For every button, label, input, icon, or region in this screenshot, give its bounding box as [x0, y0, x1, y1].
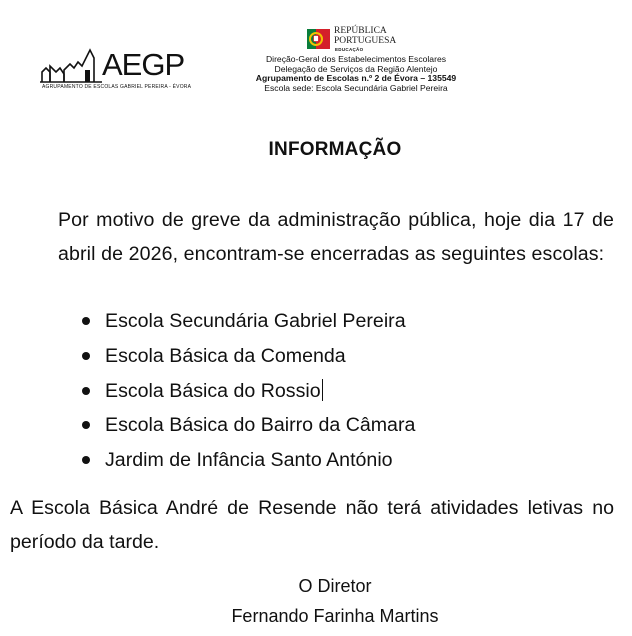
list-item[interactable]	[58, 374, 415, 409]
republic-line-2: PORTUGUESA	[334, 36, 397, 46]
school-name: Jardim de Infância Santo António	[105, 449, 393, 472]
signature-role: O Diretor	[298, 576, 372, 596]
bullet-icon	[82, 352, 90, 360]
closed-schools-list	[58, 304, 415, 478]
school-name: Escola Básica do Bairro da Câmara	[105, 414, 416, 437]
bullet-icon	[82, 317, 90, 325]
government-logo	[236, 24, 476, 96]
republic-line-1: REPÚBLICA	[334, 26, 387, 36]
government-line-4: Escola sede: Escola Secundária Gabriel Pereira	[264, 82, 448, 93]
government-line-3: Agrupamento de Escolas n.º 2 de Évora – 135549	[255, 73, 457, 84]
portuguese-flag-emblem-icon	[306, 26, 332, 52]
bullet-icon	[82, 456, 90, 464]
signature-name: Fernando Farinha Martins	[231, 606, 439, 626]
school-buildings-icon	[40, 44, 104, 84]
list-item[interactable]	[58, 443, 415, 478]
school-name: Escola Básica do Rossio	[105, 379, 321, 402]
afternoon-notice-paragraph[interactable]: A Escola Básica André de Resende não terá atividades letivas no período da tarde.	[10, 497, 614, 553]
government-education-label: EDUCAÇÃO	[335, 47, 364, 52]
list-item[interactable]	[58, 408, 415, 443]
aegp-logo-text: AEGP	[102, 47, 185, 82]
bullet-icon	[82, 421, 90, 429]
aegp-logo-subtitle: AGRUPAMENTO DE ESCOLAS GABRIEL PEREIRA - ÉVORA	[42, 84, 192, 90]
bullet-icon	[82, 387, 90, 395]
list-item[interactable]	[58, 339, 415, 374]
government-republic-name	[334, 26, 396, 46]
signature-block	[0, 571, 632, 631]
announcement-paragraph[interactable]: Por motivo de greve da administração pública, hoje dia 17 de abril de 2026, encontram-se encerradas as seguintes escolas:	[58, 209, 614, 265]
document-title: INFORMAÇÃO	[268, 139, 402, 160]
aegp-logo	[40, 44, 200, 92]
list-item[interactable]	[58, 304, 415, 339]
government-line-1: Direção-Geral dos Estabelecimentos Escolares	[265, 54, 447, 64]
government-line-2: Delegação de Serviços da Região Alentejo	[274, 63, 438, 74]
government-address	[236, 55, 476, 93]
school-name: Escola Básica da Comenda	[105, 344, 346, 367]
text-cursor	[322, 379, 323, 401]
school-name: Escola Secundária Gabriel Pereira	[105, 310, 406, 332]
letterhead	[0, 0, 632, 110]
